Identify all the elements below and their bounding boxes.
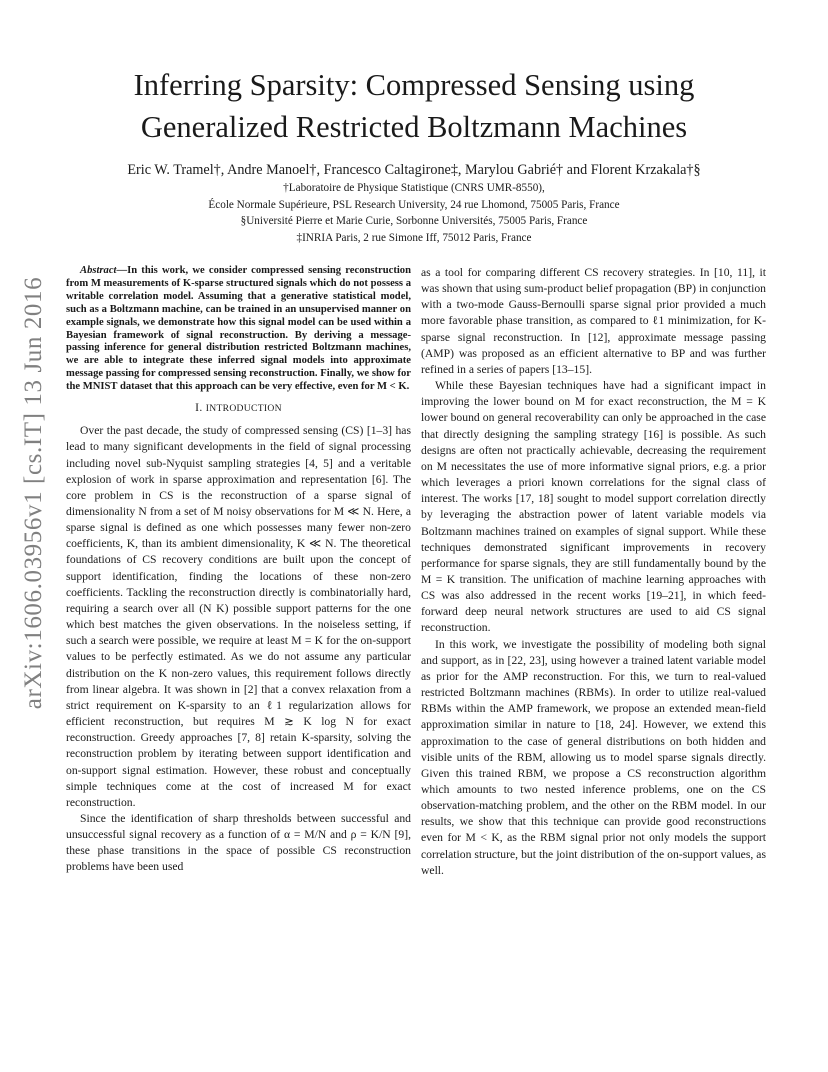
- left-paragraph-2: Since the identification of sharp thresholds between successful and unsuccessful signal recovery as a function of α = M/N and ρ = K/N [9], these phase transitions in the space of possible CS reconstruction problems have been used: [66, 811, 411, 874]
- affiliation-4: ‡INRIA Paris, 2 rue Simone Iff, 75012 Paris, France: [296, 231, 532, 244]
- right-column: [421, 265, 766, 879]
- left-column: [66, 265, 411, 876]
- arxiv-stamp-text: arXiv:1606.03956v1 [cs.IT] 13 Jun 2016: [20, 276, 47, 710]
- abstract: [66, 265, 411, 394]
- right-paragraph-1: as a tool for comparing different CS recovery strategies. In [10, 11], it was shown that using sum-product belief propagation (BP) in conjunction with a two-mode Gauss-Bernoulli sparse signal prior provided a much more favorable phase transition, as compared to ℓ1 minimization, for K-sparse signal reconstruction. In [12], approximate message passing (AMP) was proposed as an efficient alternative to BP and was further refined in a series of papers [13–15].: [421, 266, 766, 376]
- right-paragraph-2: While these Bayesian techniques have had a significant impact in improving the lower bound on M for exact reconstruction, the M = K lower bound on general recoverability can only be approached in the case that directly designing the sampling strategy [16] is possible. As such designs are often not practically achievable, decreasing the requirement on M necessitates the use of more informative signal priors, e.g. a prior which leverages a priori known correlations for the signal class of interest. The works [17, 18] sought to model support correlation directly by leveraging the abstraction power of latent variable models via Boltzmann machines trained on examples of signal support. While these techniques demonstrated significant improvements in recovery performance for sparse signals, they are still fundamentally bound by the M = K transition. The unification of machine learning approaches with CS was also addressed in the recent works [19–21], in which feed-forward deep neural network structures are used to aid CS signal reconstruction.: [421, 379, 766, 635]
- right-paragraph-3: In this work, we investigate the possibility of modeling both signal and support, as in [22, 23], using however a trained latent variable model as prior for the AMP reconstruction. For this, we turn to real-valued restricted Boltzmann machines (RBMs). In order to utilize real-valued RBMs within the AMP framework, we propose an extended mean-field approximation similar in nature to [18, 24]. However, we extend this approximation to the case of general distributions on both hidden and visible units of the RBM, allowing us to model sparse signals directly. Given this trained RBM, we propose a CS reconstruction algorithm which amounts to two nested inference problems, one on the CS observation-matching problem, and the other on the RBM model. In our results, we show that this technique can provide good reconstructions even for M < K, as the RBM signal prior not only models the support correlation structure, but the joint distribution of the on-support values, as well.: [421, 637, 766, 877]
- abstract-label: Abstract: [80, 265, 117, 276]
- section-heading: [66, 400, 411, 417]
- affiliation-1: †Laboratoire de Physique Statistique (CNRS UMR-8550),: [283, 182, 545, 194]
- author-list: Eric W. Tramel†, Andre Manoel†, Francesco Caltagirone‡, Marylou Gabrié† and Florent Krzakala†§: [127, 162, 701, 178]
- left-paragraph-1: Over the past decade, the study of compressed sensing (CS) [1–3] has lead to many significant developments in the field of signal processing including novel sub-Nyquist sampling strategies [4, 5] and a veritable explosion of work in sparse approximation and representation [6]. The core problem in CS is the reconstruction of a sparse signal of dimensionality N from a set of M noisy observations for M ≪ N. Here, a sparse signal is defined as one which possesses many fewer non-zero coefficients, K, than its ambient dimensionality, K ≪ N. The theoretical foundations of CS recovery conditions are built upon the concept of support identification, finding the locations of these non-zero coefficients. Tackling the reconstruction directly is combinatorially hard, requiring a search over all (N K) possible support patterns for the one which best matches the given observations. In the noiseless setting, if such a search were possible, we require at least M = K for the on-support values to be perfectly estimated. As we do not assume any particular distribution on the K non-zero values, this requirement follows directly from linear algebra. It was shown in [2] that a convex relaxation from a strict requirement on K-sparsity to an ℓ1 regularization allows for efficient reconstruction, but requires M ≳ K log N for exact reconstruction. Greedy approaches [7, 8] retain K-sparsity, solving the reconstruction problem by iterating between support identification and on-support signal estimation. However, these robust and conceptually simple techniques come at the cost of increased M for exact reconstruction.: [66, 424, 411, 809]
- affiliations: [60, 180, 768, 246]
- affiliation-2: École Normale Supérieure, PSL Research University, 24 rue Lhomond, 75005 Paris, France: [208, 198, 620, 211]
- section-number: I.: [195, 401, 206, 415]
- title-line-1: Inferring Sparsity: Compressed Sensing using: [133, 68, 695, 102]
- abstract-text: —In this work, we consider compressed sensing reconstruction from M measurements of K-sparse structured signals which do not possess a writable correlation model. Assuming that a generative statistical model, such as a Boltzmann machine, can be trained in an unsupervised manner on example signals, we demonstrate how this signal model can be used within a Bayesian framework of signal reconstruction. By deriving a message-passing inference for general distribution restricted Boltzmann machines, we are able to integrate these inferred signal models into approximate message passing for compressed sensing reconstruction. Finally, we show for the MNIST dataset that this approach can be very effective, even for M < K.: [66, 265, 411, 393]
- paper-title: [60, 64, 768, 148]
- title-line-2: Generalized Restricted Boltzmann Machines: [140, 110, 688, 144]
- affiliation-3: §Université Pierre et Marie Curie, Sorbonne Universités, 75005 Paris, France: [240, 215, 588, 227]
- section-title: INTRODUCTION: [205, 403, 282, 415]
